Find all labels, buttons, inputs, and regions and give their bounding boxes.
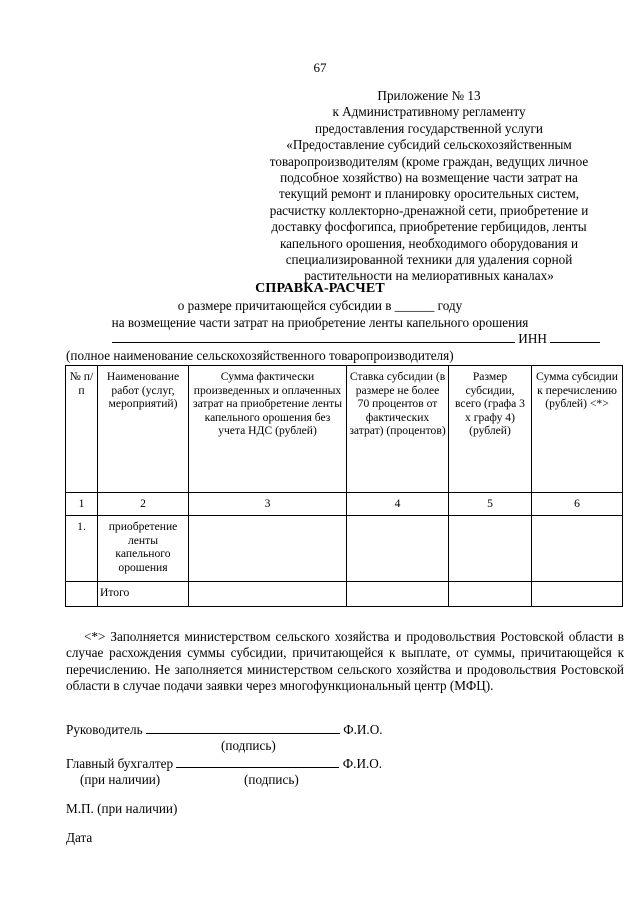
accountant-signature-blank (176, 755, 339, 768)
head-signature-hint: (подпись) (221, 738, 276, 753)
appendix-line: капельного орошения, необходимого оборудования и (279, 235, 579, 251)
footnote-text: <*> Заполняется министерством сельского хозяйства и продовольствия Ростовской области в случае расхождения суммы субсидии, причитающейся к выплате, от суммы, причитающейся к перечислению. Не заполняется министерством сельского хозяйства и продовольствия Ростовской области в случае подачи заявки через многофункциональный центр (МФЦ). (66, 629, 624, 694)
subtitle-purpose: на возмещение части затрат на приобретение ленты капельного орошения (111, 315, 529, 330)
column-number: 3 (189, 493, 347, 516)
appendix-line: растительности на мелиоративных каналах» (304, 268, 554, 284)
header-cell: Сумма фактически произведенных и оплаченных затрат на приобретение ленты капельного орошения без учета НДС (рублей) (189, 366, 347, 493)
table-cell (347, 516, 449, 582)
column-number: 2 (98, 493, 189, 516)
appendix-line: предоставления государственной услуги (315, 120, 543, 136)
head-fio: Ф.И.О. (343, 722, 383, 737)
table-row (66, 516, 623, 582)
appendix-header (246, 88, 612, 285)
document-title: СПРАВКА-РАСЧЕТ (255, 281, 385, 296)
total-label: Итого (98, 582, 189, 607)
page-number: 67 (313, 60, 327, 75)
header-cell: Сумма субсидии к перечислению (рублей) <*> (532, 366, 623, 493)
producer-name-blank (112, 330, 515, 343)
table-cell (449, 582, 532, 607)
accountant-fio: Ф.И.О. (342, 756, 383, 771)
appendix-line: специализированной техники для удаления сорной (285, 252, 573, 268)
appendix-line: доставку фосфогипса, приобретение гербицидов, ленты (271, 219, 587, 235)
table-cell (532, 582, 623, 607)
table-cell (449, 516, 532, 582)
appendix-line: расчистку коллекторно-дренажной сети, приобретение и (269, 202, 589, 218)
table-header-row (66, 366, 623, 493)
appendix-line: подсобное хозяйство) на возмещение части затрат на (280, 170, 578, 186)
stamp-label: М.П. (при наличии) (66, 801, 178, 816)
appendix-line: товаропроизводителям (кроме граждан, ведущих личное (269, 153, 589, 169)
footnote (66, 629, 624, 695)
inn-label: ИНН (518, 331, 547, 346)
subsidy-table (65, 365, 623, 607)
head-signature-line (66, 721, 383, 738)
row-number: 1. (66, 516, 98, 582)
total-row (66, 582, 623, 607)
appendix-line: текущий ремонт и планировку оросительных систем, (278, 186, 580, 202)
accountant-signature-line (66, 755, 382, 772)
head-signature-blank (146, 721, 340, 734)
table-cell (347, 582, 449, 607)
header-cell: № п/п (66, 366, 98, 493)
inn-blank (550, 330, 600, 343)
row-name: приобретение ленты капельного орошения (98, 516, 189, 582)
appendix-line: «Предоставление субсидий сельскохозяйственным (286, 137, 572, 153)
column-number: 1 (66, 493, 98, 516)
appendix-line: Приложение № 13 (377, 88, 481, 103)
header-cell: Ставка субсидии (в размере не более 70 процентов от фактических затрат) (процентов) (347, 366, 449, 493)
head-label: Руководитель (66, 722, 143, 737)
column-number: 6 (532, 493, 623, 516)
header-cell: Наименование работ (услуг, мероприятий) (98, 366, 189, 493)
accountant-label: Главный бухгалтер (66, 756, 174, 771)
column-number-row (66, 493, 623, 516)
producer-caption: (полное наименование сельскохозяйственного товаропроизводителя) (66, 348, 454, 363)
table-cell (189, 516, 347, 582)
date-label: Дата (66, 830, 93, 845)
producer-inn-line (112, 330, 612, 347)
column-number: 4 (347, 493, 449, 516)
accountant-signature-hint: (подпись) (244, 772, 299, 787)
table-cell (189, 582, 347, 607)
table-cell (66, 582, 98, 607)
table-cell (532, 516, 623, 582)
column-number: 5 (449, 493, 532, 516)
accountant-if-any: (при наличии) (80, 772, 161, 787)
subtitle-year: о размере причитающейся субсидии в ______ году (177, 298, 463, 313)
appendix-line: к Административному регламенту (332, 104, 526, 120)
header-cell: Размер субсидии, всего (графа 3 х графу 4) (рублей) (449, 366, 532, 493)
